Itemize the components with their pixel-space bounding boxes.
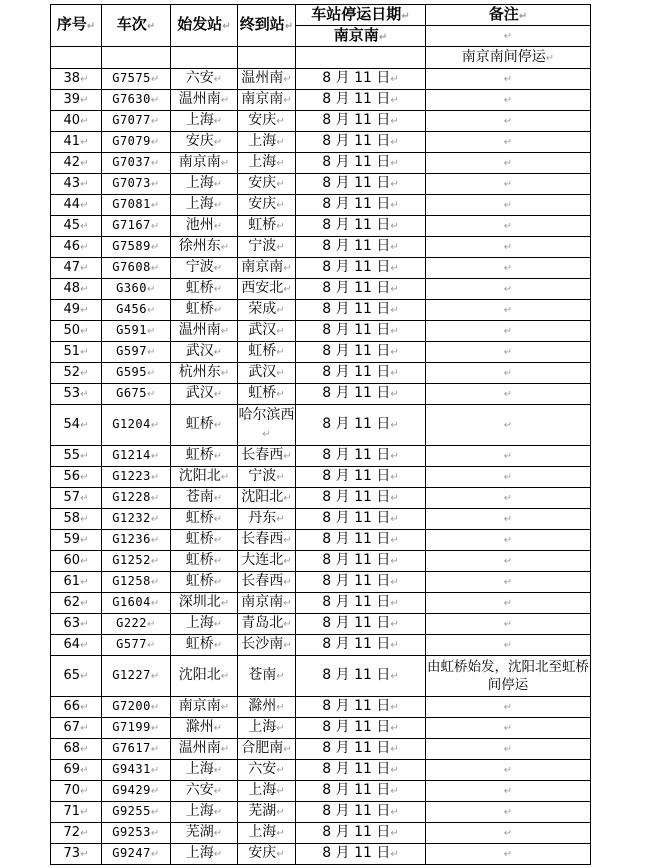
row-train: G7589↵ xyxy=(102,237,171,258)
table-row xyxy=(51,739,591,760)
row-no: 64↵ xyxy=(51,635,102,656)
header-train: 车次↵ xyxy=(102,5,171,47)
row-from: 南京南↵ xyxy=(171,153,238,174)
table-row xyxy=(51,195,591,216)
row-train: G7037↵ xyxy=(102,153,171,174)
row-no: 57↵ xyxy=(51,488,102,509)
row-to: 六安↵ xyxy=(238,760,296,781)
table-row xyxy=(51,237,591,258)
row-train: G1232↵ xyxy=(102,509,171,530)
row-train: G9247↵ xyxy=(102,844,171,865)
row-note: ↵ xyxy=(426,237,591,258)
row-note: ↵ xyxy=(426,802,591,823)
row-from: 苍南↵ xyxy=(171,488,238,509)
row-from: 虹桥↵ xyxy=(171,530,238,551)
row-from: 芜湖↵ xyxy=(171,823,238,844)
row-date: 8 月 11 日↵ xyxy=(296,781,426,802)
row-train: G360↵ xyxy=(102,279,171,300)
row-from: 上海↵ xyxy=(171,111,238,132)
row-from: 六安↵ xyxy=(171,69,238,90)
table-row xyxy=(51,384,591,405)
row-no: 42↵ xyxy=(51,153,102,174)
header-from: 始发站↵ xyxy=(171,5,238,47)
row-date: 8 月 11 日↵ xyxy=(296,823,426,844)
row-no: 43↵ xyxy=(51,174,102,195)
row-from: 安庆↵ xyxy=(171,132,238,153)
row-train: G675↵ xyxy=(102,384,171,405)
row-to: 丹东↵ xyxy=(238,509,296,530)
row-to: 虹桥↵ xyxy=(238,384,296,405)
row-date: 8 月 11 日↵ xyxy=(296,132,426,153)
row-note: ↵ xyxy=(426,551,591,572)
row-from: 上海↵ xyxy=(171,195,238,216)
blank-cell xyxy=(171,47,238,69)
row-note: ↵ xyxy=(426,635,591,656)
row-note: ↵ xyxy=(426,132,591,153)
row-from: 温州南↵ xyxy=(171,90,238,111)
row-note: ↵ xyxy=(426,530,591,551)
table-row xyxy=(51,718,591,739)
blank-cell xyxy=(296,47,426,69)
row-to: 哈尔滨西↵ xyxy=(238,405,296,446)
row-from: 武汉↵ xyxy=(171,342,238,363)
table-row xyxy=(51,216,591,237)
row-train: G9431↵ xyxy=(102,760,171,781)
row-note: ↵ xyxy=(426,509,591,530)
table-row xyxy=(51,174,591,195)
row-from: 深圳北↵ xyxy=(171,593,238,614)
row-to: 武汉↵ xyxy=(238,321,296,342)
row-no: 48↵ xyxy=(51,279,102,300)
row-to: 虹桥↵ xyxy=(238,342,296,363)
row-to: 温州南↵ xyxy=(238,69,296,90)
row-no: 70↵ xyxy=(51,781,102,802)
row-no: 69↵ xyxy=(51,760,102,781)
row-date: 8 月 11 日↵ xyxy=(296,844,426,865)
table-row xyxy=(51,258,591,279)
row-no: 61↵ xyxy=(51,572,102,593)
row-date: 8 月 11 日↵ xyxy=(296,69,426,90)
row-no: 55↵ xyxy=(51,446,102,467)
note-sub-row xyxy=(51,47,591,69)
table-row xyxy=(51,697,591,718)
row-date: 8 月 11 日↵ xyxy=(296,718,426,739)
row-train: G7079↵ xyxy=(102,132,171,153)
table-row xyxy=(51,551,591,572)
row-note: ↵ xyxy=(426,614,591,635)
row-train: G7575↵ xyxy=(102,69,171,90)
row-train: G1204↵ xyxy=(102,405,171,446)
row-from: 虹桥↵ xyxy=(171,635,238,656)
row-to: 芜湖↵ xyxy=(238,802,296,823)
row-train: G9253↵ xyxy=(102,823,171,844)
blank-cell xyxy=(51,47,102,69)
row-from: 上海↵ xyxy=(171,174,238,195)
row-no: 62↵ xyxy=(51,593,102,614)
row-date: 8 月 11 日↵ xyxy=(296,530,426,551)
row-train: G1604↵ xyxy=(102,593,171,614)
row-note: ↵ xyxy=(426,342,591,363)
row-to: 武汉↵ xyxy=(238,363,296,384)
row-no: 51↵ xyxy=(51,342,102,363)
row-note: ↵ xyxy=(426,216,591,237)
row-to: 上海↵ xyxy=(238,718,296,739)
row-date: 8 月 11 日↵ xyxy=(296,572,426,593)
row-train: G591↵ xyxy=(102,321,171,342)
table-row xyxy=(51,111,591,132)
row-to: 西安北↵ xyxy=(238,279,296,300)
table-row xyxy=(51,279,591,300)
row-note: ↵ xyxy=(426,760,591,781)
row-from: 虹桥↵ xyxy=(171,279,238,300)
row-train: G7077↵ xyxy=(102,111,171,132)
row-train: G7617↵ xyxy=(102,739,171,760)
table-row xyxy=(51,488,591,509)
row-to: 大连北↵ xyxy=(238,551,296,572)
header-note-sub: 南京南间停运↵ xyxy=(426,47,591,69)
row-from: 沈阳北↵ xyxy=(171,656,238,697)
row-no: 60↵ xyxy=(51,551,102,572)
row-to: 长沙南↵ xyxy=(238,635,296,656)
table-row xyxy=(51,656,591,697)
row-train: G595↵ xyxy=(102,363,171,384)
row-from: 武汉↵ xyxy=(171,384,238,405)
row-to: 滁州↵ xyxy=(238,697,296,718)
row-date: 8 月 11 日↵ xyxy=(296,363,426,384)
table-row xyxy=(51,509,591,530)
row-no: 49↵ xyxy=(51,300,102,321)
row-to: 安庆↵ xyxy=(238,111,296,132)
row-note: ↵ xyxy=(426,111,591,132)
table-row xyxy=(51,802,591,823)
row-train: G1223↵ xyxy=(102,467,171,488)
row-to: 宁波↵ xyxy=(238,467,296,488)
row-train: G9429↵ xyxy=(102,781,171,802)
row-date: 8 月 11 日↵ xyxy=(296,446,426,467)
row-to: 长春西↵ xyxy=(238,446,296,467)
row-date: 8 月 11 日↵ xyxy=(296,467,426,488)
row-from: 虹桥↵ xyxy=(171,446,238,467)
header-row xyxy=(51,5,591,26)
row-date: 8 月 11 日↵ xyxy=(296,300,426,321)
row-note: ↵ xyxy=(426,300,591,321)
row-no: 71↵ xyxy=(51,802,102,823)
table-row xyxy=(51,321,591,342)
row-no: 40↵ xyxy=(51,111,102,132)
table-row xyxy=(51,467,591,488)
table-row xyxy=(51,153,591,174)
row-date: 8 月 11 日↵ xyxy=(296,593,426,614)
row-to: 上海↵ xyxy=(238,153,296,174)
row-to: 安庆↵ xyxy=(238,195,296,216)
row-note: ↵ xyxy=(426,467,591,488)
row-date: 8 月 11 日↵ xyxy=(296,739,426,760)
row-note: ↵ xyxy=(426,279,591,300)
table-row xyxy=(51,530,591,551)
header-stop-date: 车站停运日期↵ xyxy=(296,5,426,26)
row-from: 杭州东↵ xyxy=(171,363,238,384)
row-from: 沈阳北↵ xyxy=(171,467,238,488)
row-no: 39↵ xyxy=(51,90,102,111)
row-from: 虹桥↵ xyxy=(171,572,238,593)
table-row xyxy=(51,69,591,90)
row-note: ↵ xyxy=(426,69,591,90)
row-train: G577↵ xyxy=(102,635,171,656)
row-train: G7199↵ xyxy=(102,718,171,739)
row-no: 47↵ xyxy=(51,258,102,279)
table-row xyxy=(51,300,591,321)
row-to: 长春西↵ xyxy=(238,572,296,593)
row-to: 长春西↵ xyxy=(238,530,296,551)
table-row xyxy=(51,844,591,865)
row-date: 8 月 11 日↵ xyxy=(296,405,426,446)
row-date: 8 月 11 日↵ xyxy=(296,384,426,405)
row-date: 8 月 11 日↵ xyxy=(296,802,426,823)
row-train: G7081↵ xyxy=(102,195,171,216)
row-no: 41↵ xyxy=(51,132,102,153)
row-train: G1258↵ xyxy=(102,572,171,593)
row-train: G456↵ xyxy=(102,300,171,321)
table-row xyxy=(51,405,591,446)
row-from: 上海↵ xyxy=(171,802,238,823)
table-row xyxy=(51,781,591,802)
row-note: ↵ xyxy=(426,844,591,865)
row-to: 苍南↵ xyxy=(238,656,296,697)
row-no: 72↵ xyxy=(51,823,102,844)
row-to: 南京南↵ xyxy=(238,258,296,279)
row-date: 8 月 11 日↵ xyxy=(296,760,426,781)
row-train: G7608↵ xyxy=(102,258,171,279)
row-to: 上海↵ xyxy=(238,823,296,844)
table-row xyxy=(51,90,591,111)
row-from: 上海↵ xyxy=(171,760,238,781)
table-row xyxy=(51,823,591,844)
row-note: ↵ xyxy=(426,781,591,802)
row-train: G1252↵ xyxy=(102,551,171,572)
row-train: G7073↵ xyxy=(102,174,171,195)
row-from: 虹桥↵ xyxy=(171,509,238,530)
row-no: 50↵ xyxy=(51,321,102,342)
row-note: ↵ xyxy=(426,697,591,718)
table-row xyxy=(51,446,591,467)
row-train: G7200↵ xyxy=(102,697,171,718)
row-no: 38↵ xyxy=(51,69,102,90)
table-body xyxy=(51,69,591,865)
row-no: 46↵ xyxy=(51,237,102,258)
row-no: 66↵ xyxy=(51,697,102,718)
header-no: 序号↵ xyxy=(51,5,102,47)
row-note: ↵ xyxy=(426,488,591,509)
row-note: ↵ xyxy=(426,384,591,405)
row-to: 青岛北↵ xyxy=(238,614,296,635)
row-date: 8 月 11 日↵ xyxy=(296,635,426,656)
row-no: 67↵ xyxy=(51,718,102,739)
row-from: 温州南↵ xyxy=(171,321,238,342)
row-train: G1214↵ xyxy=(102,446,171,467)
row-note: ↵ xyxy=(426,823,591,844)
row-date: 8 月 11 日↵ xyxy=(296,258,426,279)
row-from: 虹桥↵ xyxy=(171,551,238,572)
row-note: ↵ xyxy=(426,363,591,384)
row-to: 上海↵ xyxy=(238,781,296,802)
table-row xyxy=(51,572,591,593)
row-date: 8 月 11 日↵ xyxy=(296,174,426,195)
row-to: 虹桥↵ xyxy=(238,216,296,237)
row-note: 由虹桥始发，沈阳北至虹桥间停运 xyxy=(426,656,591,697)
row-from: 宁波↵ xyxy=(171,258,238,279)
row-from: 上海↵ xyxy=(171,844,238,865)
row-date: 8 月 11 日↵ xyxy=(296,216,426,237)
row-from: 虹桥↵ xyxy=(171,405,238,446)
row-from: 南京南↵ xyxy=(171,697,238,718)
row-to: 合肥南↵ xyxy=(238,739,296,760)
row-note: ↵ xyxy=(426,593,591,614)
row-no: 58↵ xyxy=(51,509,102,530)
table-row xyxy=(51,132,591,153)
row-note: ↵ xyxy=(426,195,591,216)
row-no: 54↵ xyxy=(51,405,102,446)
row-date: 8 月 11 日↵ xyxy=(296,195,426,216)
row-no: 65↵ xyxy=(51,656,102,697)
blank-cell xyxy=(238,47,296,69)
row-no: 52↵ xyxy=(51,363,102,384)
table-row xyxy=(51,363,591,384)
row-date: 8 月 11 日↵ xyxy=(296,237,426,258)
row-date: 8 月 11 日↵ xyxy=(296,614,426,635)
table-row xyxy=(51,635,591,656)
row-to: 南京南↵ xyxy=(238,593,296,614)
row-note: ↵ xyxy=(426,446,591,467)
row-from: 虹桥↵ xyxy=(171,300,238,321)
row-note: ↵ xyxy=(426,405,591,446)
row-train: G1236↵ xyxy=(102,530,171,551)
row-date: 8 月 11 日↵ xyxy=(296,656,426,697)
row-note: ↵ xyxy=(426,174,591,195)
row-note: ↵ xyxy=(426,718,591,739)
row-date: 8 月 11 日↵ xyxy=(296,488,426,509)
row-date: 8 月 11 日↵ xyxy=(296,697,426,718)
row-date: 8 月 11 日↵ xyxy=(296,509,426,530)
row-no: 73↵ xyxy=(51,844,102,865)
row-from: 徐州东↵ xyxy=(171,237,238,258)
row-note: ↵ xyxy=(426,153,591,174)
row-to: 安庆↵ xyxy=(238,844,296,865)
row-date: 8 月 11 日↵ xyxy=(296,342,426,363)
row-date: 8 月 11 日↵ xyxy=(296,90,426,111)
row-note: ↵ xyxy=(426,572,591,593)
row-date: 8 月 11 日↵ xyxy=(296,321,426,342)
row-date: 8 月 11 日↵ xyxy=(296,279,426,300)
header-note-blank: ↵ xyxy=(426,26,591,47)
row-train: G7167↵ xyxy=(102,216,171,237)
row-from: 温州南↵ xyxy=(171,739,238,760)
header-to: 终到站↵ xyxy=(238,5,296,47)
header-note: 备注↵ xyxy=(426,5,591,26)
row-note: ↵ xyxy=(426,321,591,342)
row-train: G9255↵ xyxy=(102,802,171,823)
row-no: 53↵ xyxy=(51,384,102,405)
table-row xyxy=(51,760,591,781)
blank-cell xyxy=(102,47,171,69)
row-no: 68↵ xyxy=(51,739,102,760)
row-to: 上海↵ xyxy=(238,132,296,153)
row-train: G1227↵ xyxy=(102,656,171,697)
row-note: ↵ xyxy=(426,90,591,111)
table-row xyxy=(51,593,591,614)
row-train: G1228↵ xyxy=(102,488,171,509)
row-to: 宁波↵ xyxy=(238,237,296,258)
row-no: 45↵ xyxy=(51,216,102,237)
row-date: 8 月 11 日↵ xyxy=(296,153,426,174)
row-to: 安庆↵ xyxy=(238,174,296,195)
suspension-table xyxy=(50,4,591,865)
row-date: 8 月 11 日↵ xyxy=(296,551,426,572)
row-to: 南京南↵ xyxy=(238,90,296,111)
row-from: 滁州↵ xyxy=(171,718,238,739)
row-from: 六安↵ xyxy=(171,781,238,802)
row-no: 56↵ xyxy=(51,467,102,488)
row-train: G7630↵ xyxy=(102,90,171,111)
row-no: 59↵ xyxy=(51,530,102,551)
row-to: 荣成↵ xyxy=(238,300,296,321)
row-to: 沈阳北↵ xyxy=(238,488,296,509)
row-date: 8 月 11 日↵ xyxy=(296,111,426,132)
row-note: ↵ xyxy=(426,258,591,279)
row-train: G597↵ xyxy=(102,342,171,363)
row-no: 63↵ xyxy=(51,614,102,635)
row-from: 上海↵ xyxy=(171,614,238,635)
row-train: G222↵ xyxy=(102,614,171,635)
header-station: 南京南↵ xyxy=(296,26,426,47)
table-row xyxy=(51,342,591,363)
table-row xyxy=(51,614,591,635)
row-note: ↵ xyxy=(426,739,591,760)
row-no: 44↵ xyxy=(51,195,102,216)
row-from: 池州↵ xyxy=(171,216,238,237)
